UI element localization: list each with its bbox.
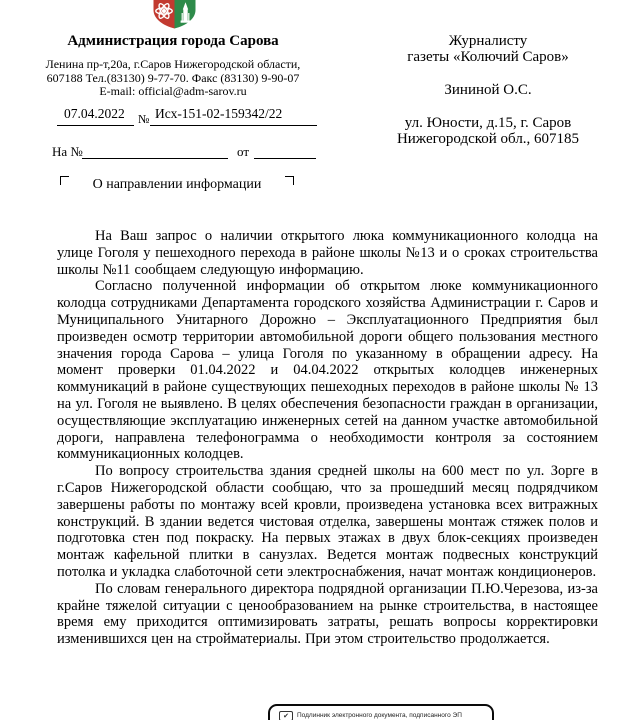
reply-number-label: На №	[52, 144, 83, 159]
body-paragraph-2: Согласно полученной информации об открытом люке коммуникационного колодца сотрудниками Департамента городского хозяйства Администрации г. Саров и Муниципального Унитарного Дорожно – Эксплуатационного Предприятия был произведен осмотр территории автомобильной дороги общего пользования местного значения города Сарова – улица Гоголя по указанному в обращении адресу. На момент проверки 01.04.2022 и 04.04.2022 открытых колодцев инженерных коммуникаций в районе существующих пешеходных переходов в районе школы № 13 на ул. Гоголя не выявлено. В целях обеспечения безопасности граждан в организации, осуществляющие эксплуатацию инженерных сетей на данном участке автомобильной дороги, направлена телефонограмма о необходимости контроля за состоянием коммуникационных колодцев.	[57, 278, 598, 463]
atom-nucleus	[162, 9, 166, 13]
number-underline	[150, 125, 317, 126]
date-underline	[57, 125, 134, 126]
body-paragraph-1: На Ваш запрос о наличии открытого люка коммуникационного колодца на улице Гоголя у пешеходного перехода в районе школы №13 и о сроках строительства школы №11 сообщаем следующую информацию.	[57, 228, 598, 278]
spacer	[380, 98, 596, 115]
e-signature-stamp	[268, 704, 494, 720]
recipient-address-line1: ул. Юности, д.15, г. Саров	[404, 115, 572, 131]
reply-number-underline	[82, 158, 228, 159]
recipient-name: Зининой О.С.	[444, 82, 532, 98]
reply-date-label: от	[237, 144, 250, 159]
e-signature-stamp-text: Подлинник электронного документа, подписанного ЭП	[297, 712, 462, 719]
sarov-coat-of-arms-icon	[152, 0, 197, 29]
body-paragraph-3: По вопросу строительства здания средней школы на 600 мест по ул. Зорге в г.Саров Нижегородской области сообщаю, что за прошедший месяц подрядчиком завершены работы по монтажу всей кровли, произведена установка всех витражных конструкций. В здании ведется чистовая отделка, завершены монтаж стяжек полов и подготовка стен под покраску. На первых этажах в двух блок-секциях произведен монтаж кафельной плитки в санузлах. Ведется монтаж подвесных конструкций потолка и укладка слаботочной сети электроснабжения, начат монтаж кондиционеров.	[57, 463, 598, 580]
number-sign: №	[138, 112, 150, 126]
sender-address-line1: Ленина пр-т,20а, г.Саров Нижегородской области,	[45, 57, 301, 71]
spacer	[380, 65, 596, 82]
subject-line: О направлении информации	[92, 177, 262, 192]
recipient-org: газеты «Колючий Саров»	[407, 49, 569, 65]
body-paragraph-4: По словам генерального директора подрядной организации П.Ю.Черезова, из-за крайне тяжелой ситуации с ценообразованием на рынке строительства, в настоящее время ему приходится оптимизировать затраты, решать вопросы корректировки изменившихся цен на стройматериалы. При этом строительство продолжается.	[57, 580, 598, 648]
sender-org-name: Администрация города Сарова	[67, 33, 279, 49]
sender-email: E-mail: official@adm-sarov.ru	[99, 84, 247, 98]
sender-address-line2: 607188 Тел.(83130) 9-77-70. Факс (83130) 9-90-07	[46, 70, 300, 85]
recipient-role: Журналисту	[448, 33, 528, 49]
signature-check-icon: ✔	[279, 711, 293, 720]
letter-date: 07.04.2022	[64, 106, 125, 121]
outgoing-number: Исх-151-02-159342/22	[155, 106, 283, 121]
recipient-address-line2: Нижегородской обл., 607185	[396, 131, 580, 147]
letter-body	[57, 228, 598, 648]
corner-bracket-right	[285, 176, 294, 185]
reply-date-underline	[254, 158, 316, 159]
recipient-block	[380, 33, 596, 147]
corner-bracket-left	[60, 176, 69, 185]
sender-block	[35, 33, 311, 99]
